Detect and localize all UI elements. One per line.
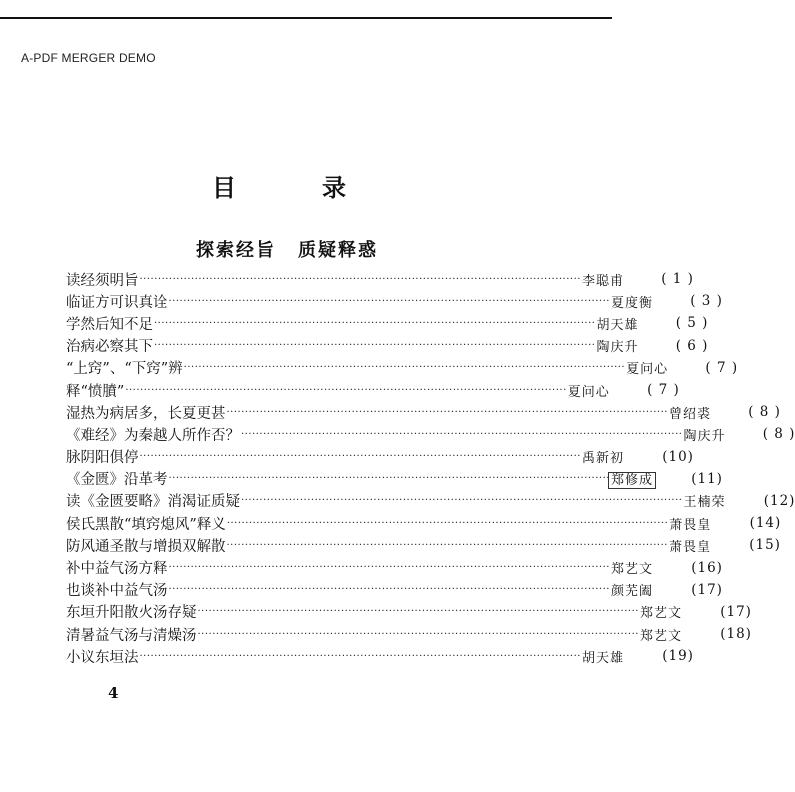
toc-entry-page: (11) <box>691 470 723 487</box>
title-char-2: 录 <box>322 173 346 202</box>
toc-leader-dots: ························································································································ <box>241 428 683 440</box>
toc-entry-author-text: 陶庆升 <box>683 428 726 444</box>
toc-entry <box>66 268 694 290</box>
toc-entry-title: 湿热为病居多，长夏更甚 <box>66 405 226 422</box>
toc-entry-author-text: 郑修成 <box>608 472 656 489</box>
toc-leader-dots: ························································································································ <box>183 362 626 374</box>
toc-entry-author <box>640 602 704 621</box>
toc-entry-page: (15) <box>749 537 781 554</box>
section-heading <box>196 236 378 262</box>
toc-entry-author-text: 夏问心 <box>567 384 610 400</box>
toc-leader-dots: ························································································································ <box>168 473 610 485</box>
toc-entry <box>66 623 752 645</box>
toc-leader-dots: ························································································································ <box>226 539 668 551</box>
toc-entry-author <box>582 270 646 289</box>
toc-entry-author-text: 萧畏皇 <box>668 539 711 555</box>
toc-entry-page: (17) <box>691 581 723 598</box>
toc-entry-author-text: 曾绍裘 <box>668 406 711 422</box>
toc-entry <box>66 357 739 379</box>
toc-entry-page: ( 8 ) <box>762 426 795 443</box>
page-title <box>0 168 612 202</box>
toc-entry <box>66 579 723 601</box>
toc-entry-author-text: 陶庆升 <box>596 340 639 356</box>
toc-entry-author <box>582 447 646 466</box>
toc-entry-title: 东垣升阳散火汤存疑 <box>66 605 197 622</box>
toc-entry-title: 小议东垣法 <box>66 649 139 666</box>
toc-leader-dots: ························································································································ <box>168 562 610 574</box>
toc-entry-title: 侯氏黑散“填窍熄风”释义 <box>66 516 226 533</box>
toc-leader-dots: ························································································································ <box>197 606 639 618</box>
toc-entry-author <box>568 381 632 400</box>
toc-entry-page: ( 8 ) <box>748 404 781 421</box>
toc-entry-page: (16) <box>691 559 723 576</box>
toc-entry-title: 《金匮》沿革考 <box>66 472 168 489</box>
toc-entry-title: 临证方可识真诠 <box>66 294 168 311</box>
toc-entry-author <box>683 491 747 510</box>
toc-entry <box>66 290 723 312</box>
toc-entry-page: (18) <box>720 626 752 643</box>
toc-entry-title: 释“愤膹” <box>66 383 125 400</box>
toc-leader-dots: ························································································································ <box>226 517 669 529</box>
toc-entry-author-text: 颜芜阖 <box>610 584 653 600</box>
toc-entry-author <box>596 314 660 333</box>
toc-entry-author <box>669 536 733 555</box>
toc-entry-author <box>683 425 747 444</box>
toc-entry-page: ( 6 ) <box>675 337 709 354</box>
section-heading-part1: 探索经旨 <box>196 240 276 261</box>
toc-leader-dots: ························································································································ <box>197 628 639 640</box>
toc-entry-title: 读《金匮要略》消渴证质疑 <box>66 494 240 511</box>
toc-entry <box>66 379 680 401</box>
toc-entry-author <box>611 580 675 599</box>
toc-leader-dots: ························································································································ <box>168 584 610 596</box>
toc-leader-dots: ························································································································ <box>154 317 596 329</box>
toc-entry-author-text: 王楠荣 <box>683 495 726 511</box>
toc-entry-author <box>669 514 733 533</box>
toc-leader-dots: ························································································································ <box>154 340 596 352</box>
page-number: 4 <box>108 684 119 702</box>
toc-entry-page: ( 1 ) <box>661 271 694 288</box>
toc-entry <box>66 512 782 534</box>
toc-entry <box>66 601 752 623</box>
toc-entry-author-text: 夏度衡 <box>610 295 653 311</box>
toc-entry-page: ( 7 ) <box>705 359 739 376</box>
toc-entry-author <box>582 647 646 666</box>
toc-entry-author <box>611 558 675 577</box>
toc-entry-author-text: 李聪甫 <box>581 273 624 289</box>
toc-entry-title: 治病必察其下 <box>66 339 153 356</box>
toc-entry <box>66 423 795 445</box>
toc-leader-dots: ························································································································ <box>139 273 581 285</box>
toc-entry <box>66 312 709 334</box>
title-char-1: 目 <box>212 173 236 202</box>
toc-entry-title: 《难经》为秦越人所作否？ <box>66 427 240 444</box>
toc-entry-page: (12) <box>763 492 795 509</box>
toc-entry-author-text: 禹新初 <box>581 451 624 467</box>
toc-leader-dots: ························································································································ <box>226 406 668 418</box>
top-rule <box>0 17 612 19</box>
toc-entry-author <box>626 358 690 377</box>
toc-entry-page: ( 3 ) <box>690 293 723 310</box>
toc-leader-dots: ························································································································ <box>139 650 581 662</box>
toc-entry <box>66 490 795 512</box>
section-heading-part2: 质疑释惑 <box>298 240 378 261</box>
toc-entry <box>66 468 723 490</box>
toc-entry-author-text: 胡天雄 <box>581 650 624 666</box>
toc-entry <box>66 401 781 423</box>
toc-entry-page: ( 5 ) <box>675 315 709 332</box>
toc-entry-author-text: 郑艺文 <box>610 562 653 578</box>
toc-entry <box>66 335 709 357</box>
toc-entry-author-text: 萧畏皇 <box>669 517 712 533</box>
toc-entry-author-text: 郑艺文 <box>639 628 682 644</box>
toc-entry-title: 读经须明旨 <box>66 272 139 289</box>
watermark: A-PDF MERGER DEMO <box>21 51 156 65</box>
toc-entry-page: (10) <box>662 448 694 465</box>
toc-entry-title: 补中益气汤方释 <box>66 561 168 578</box>
toc-entry-author-text: 郑艺文 <box>639 606 682 622</box>
toc-leader-dots: ························································································································ <box>168 295 610 307</box>
toc-entry-author <box>596 336 660 355</box>
toc-entry-page: (19) <box>662 648 694 665</box>
toc-entry <box>66 645 694 667</box>
toc-entry-page: (17) <box>720 603 752 620</box>
toc-leader-dots: ························································································································ <box>139 451 581 463</box>
toc-entry <box>66 556 723 578</box>
toc-entry-author <box>669 403 733 422</box>
toc-entry-author <box>611 469 675 488</box>
toc-leader-dots: ························································································································ <box>241 495 683 507</box>
toc-entry-author <box>611 292 675 311</box>
toc-leader-dots: ························································································································ <box>125 384 567 396</box>
toc-entry-title: 脉阴阳俱停 <box>66 450 139 467</box>
toc-entry-title: 也谈补中益气汤 <box>66 583 168 600</box>
toc-entry <box>66 446 694 468</box>
toc-entry-page: ( 7 ) <box>647 382 680 399</box>
toc-entry-title: 防风通圣散与增损双解散 <box>66 538 226 555</box>
toc-entry-page: (14) <box>749 515 782 532</box>
table-of-contents <box>66 268 795 667</box>
toc-entry-title: “上窍”、“下窍”辨 <box>66 361 183 378</box>
toc-entry-author-text: 胡天雄 <box>596 317 639 333</box>
toc-entry-title: 清暑益气汤与清燥汤 <box>66 627 197 644</box>
toc-entry-author <box>640 625 704 644</box>
toc-entry-title: 学然后知不足 <box>66 316 153 333</box>
toc-entry-author-text: 夏问心 <box>626 362 669 378</box>
toc-entry <box>66 534 781 556</box>
